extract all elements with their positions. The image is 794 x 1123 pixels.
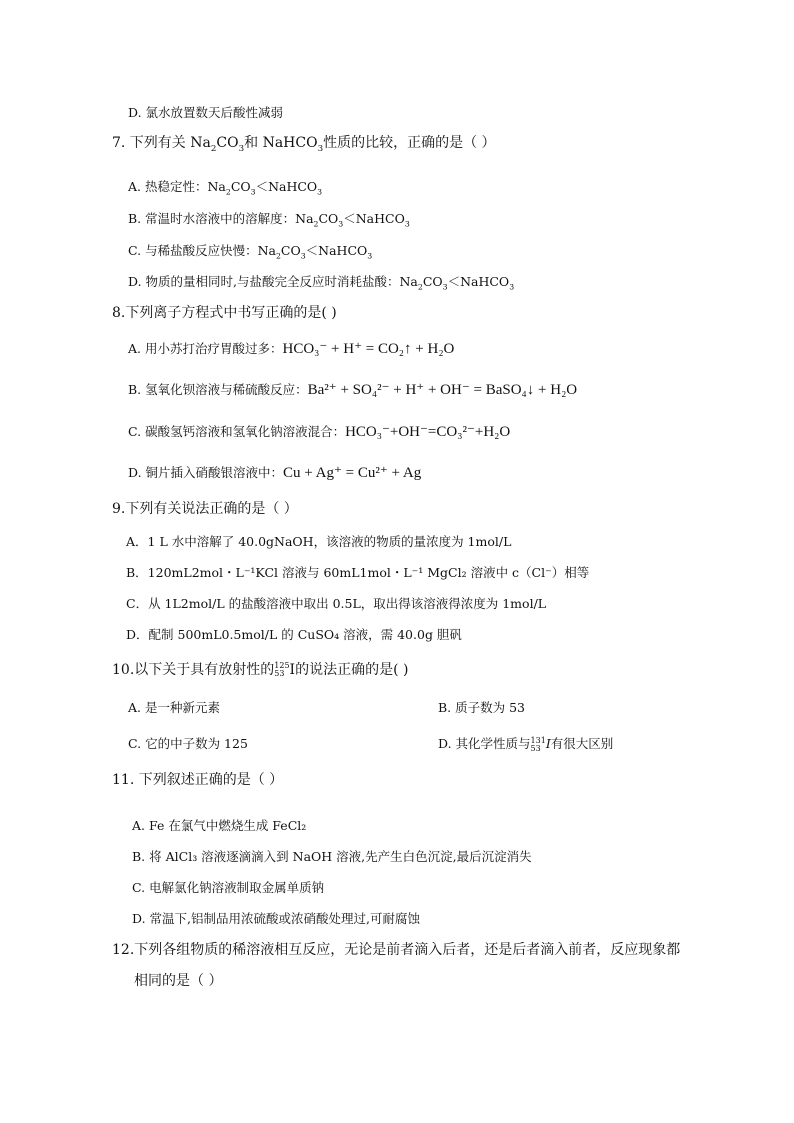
q12-stem-line-1: 12.下列各组物质的稀溶液相互反应，无论是前者滴入后者，还是后者滴入前者，反应现象都 bbox=[112, 942, 681, 958]
q9-stem: 9.下列有关说法正确的是（ ） bbox=[112, 501, 298, 517]
q8-d-equation: Cu + Ag⁺ = Cu²⁺ + Ag bbox=[283, 465, 422, 481]
q10-stem: 10.以下关于具有放射性的 125 53 I的说法正确的是( ) bbox=[112, 661, 409, 678]
iodine-125-isotope: 125 53 bbox=[274, 661, 290, 678]
q6-option-d: D. 氯水放置数天后酸性减弱 bbox=[128, 105, 284, 120]
q10-option-a: A. 是一种新元素 bbox=[128, 700, 220, 715]
q9-option-d: D．配制 500mL0.5mol/L 的 CuSO₄ 溶液，需 40.0g 胆矾 bbox=[126, 627, 462, 642]
q11-option-a: A. Fe 在氯气中燃烧生成 FeCl₂ bbox=[132, 818, 307, 833]
q12-stem-line-2: 相同的是（ ） bbox=[134, 973, 223, 989]
q9-option-c: C．从 1L2mol/L 的盐酸溶液中取出 0.5L，取出得该溶液得浓度为 1mol/L bbox=[126, 596, 547, 611]
q7-option-b: B. 常温时水溶液中的溶解度：$Na_2CO_3<NaHCO_3$ bbox=[128, 211, 410, 229]
q8-c-equation: HCO₃⁻+OH⁻=CO₃²⁻+H₂O bbox=[345, 424, 511, 440]
q7-stem: 7. 下列有关 $Na_2CO_3$和 NaHCO$_3$性质的比较，正确的是（ ） bbox=[112, 135, 496, 154]
q11-option-b: B. 将 AlCl₃ 溶液逐滴滴入到 NaOH 溶液,先产生白色沉淀,最后沉淀消失 bbox=[132, 849, 532, 864]
q10-option-d: D. 其化学性质与 131 53 I有很大区别 bbox=[438, 735, 614, 753]
q11-option-d: D. 常温下,铝制品用浓硫酸或浓硝酸处理过,可耐腐蚀 bbox=[132, 911, 420, 926]
q10-option-b: B. 质子数为 53 bbox=[438, 700, 526, 715]
q11-option-c: C. 电解氯化钠溶液制取金属单质钠 bbox=[132, 880, 325, 895]
q8-option-c: C. 碳酸氢钙溶液和氢氧化钠溶液混合：HCO₃⁻+OH⁻=CO₃²⁻+H₂O bbox=[128, 424, 511, 440]
q8-option-d: D. 铜片插入硝酸银溶液中：Cu + Ag⁺ = Cu²⁺ + Ag bbox=[128, 465, 422, 481]
q8-stem: 8.下列离子方程式中书写正确的是( ) bbox=[112, 305, 337, 321]
q9-option-b: B．120mL2mol・L⁻¹KCl 溶液与 60mL1mol・L⁻¹ MgCl₂ 溶液中 c（Cl⁻）相等 bbox=[126, 565, 590, 580]
q11-stem: 11. 下列叙述正确的是（ ） bbox=[112, 772, 284, 788]
q7-option-d: D. 物质的量相同时,与盐酸完全反应时消耗盐酸：$Na_2CO_3<NaHCO_3$ bbox=[128, 274, 515, 292]
q9-option-a: A．1 L 水中溶解了 40.0gNaOH，该溶液的物质的量浓度为 1mol/L bbox=[126, 534, 512, 549]
q8-option-a: A. 用小苏打治疗胃酸过多：HCO₃⁻ + H⁺ = CO₂↑ + H₂O bbox=[128, 341, 455, 357]
q7-option-c: C. 与稀盐酸反应快慢：$Na_2CO_3<NaHCO_3$ bbox=[128, 243, 373, 261]
q8-a-equation: HCO₃⁻ + H⁺ = CO₂↑ + H₂O bbox=[282, 341, 455, 357]
q8-b-equation: Ba²⁺ + SO₄²⁻ + H⁺ + OH⁻ = BaSO₄↓ + H₂O bbox=[307, 382, 578, 398]
q10-option-c: C. 它的中子数为 125 bbox=[128, 736, 248, 751]
iodine-131-isotope: 131 53 bbox=[530, 735, 546, 753]
q8-option-b: B. 氢氧化钡溶液与稀硫酸反应：Ba²⁺ + SO₄²⁻ + H⁺ + OH⁻ = BaSO₄↓ + H₂O bbox=[128, 382, 578, 398]
q7-option-a: A. 热稳定性：$Na_2CO_3<NaHCO_3$ bbox=[128, 179, 323, 197]
